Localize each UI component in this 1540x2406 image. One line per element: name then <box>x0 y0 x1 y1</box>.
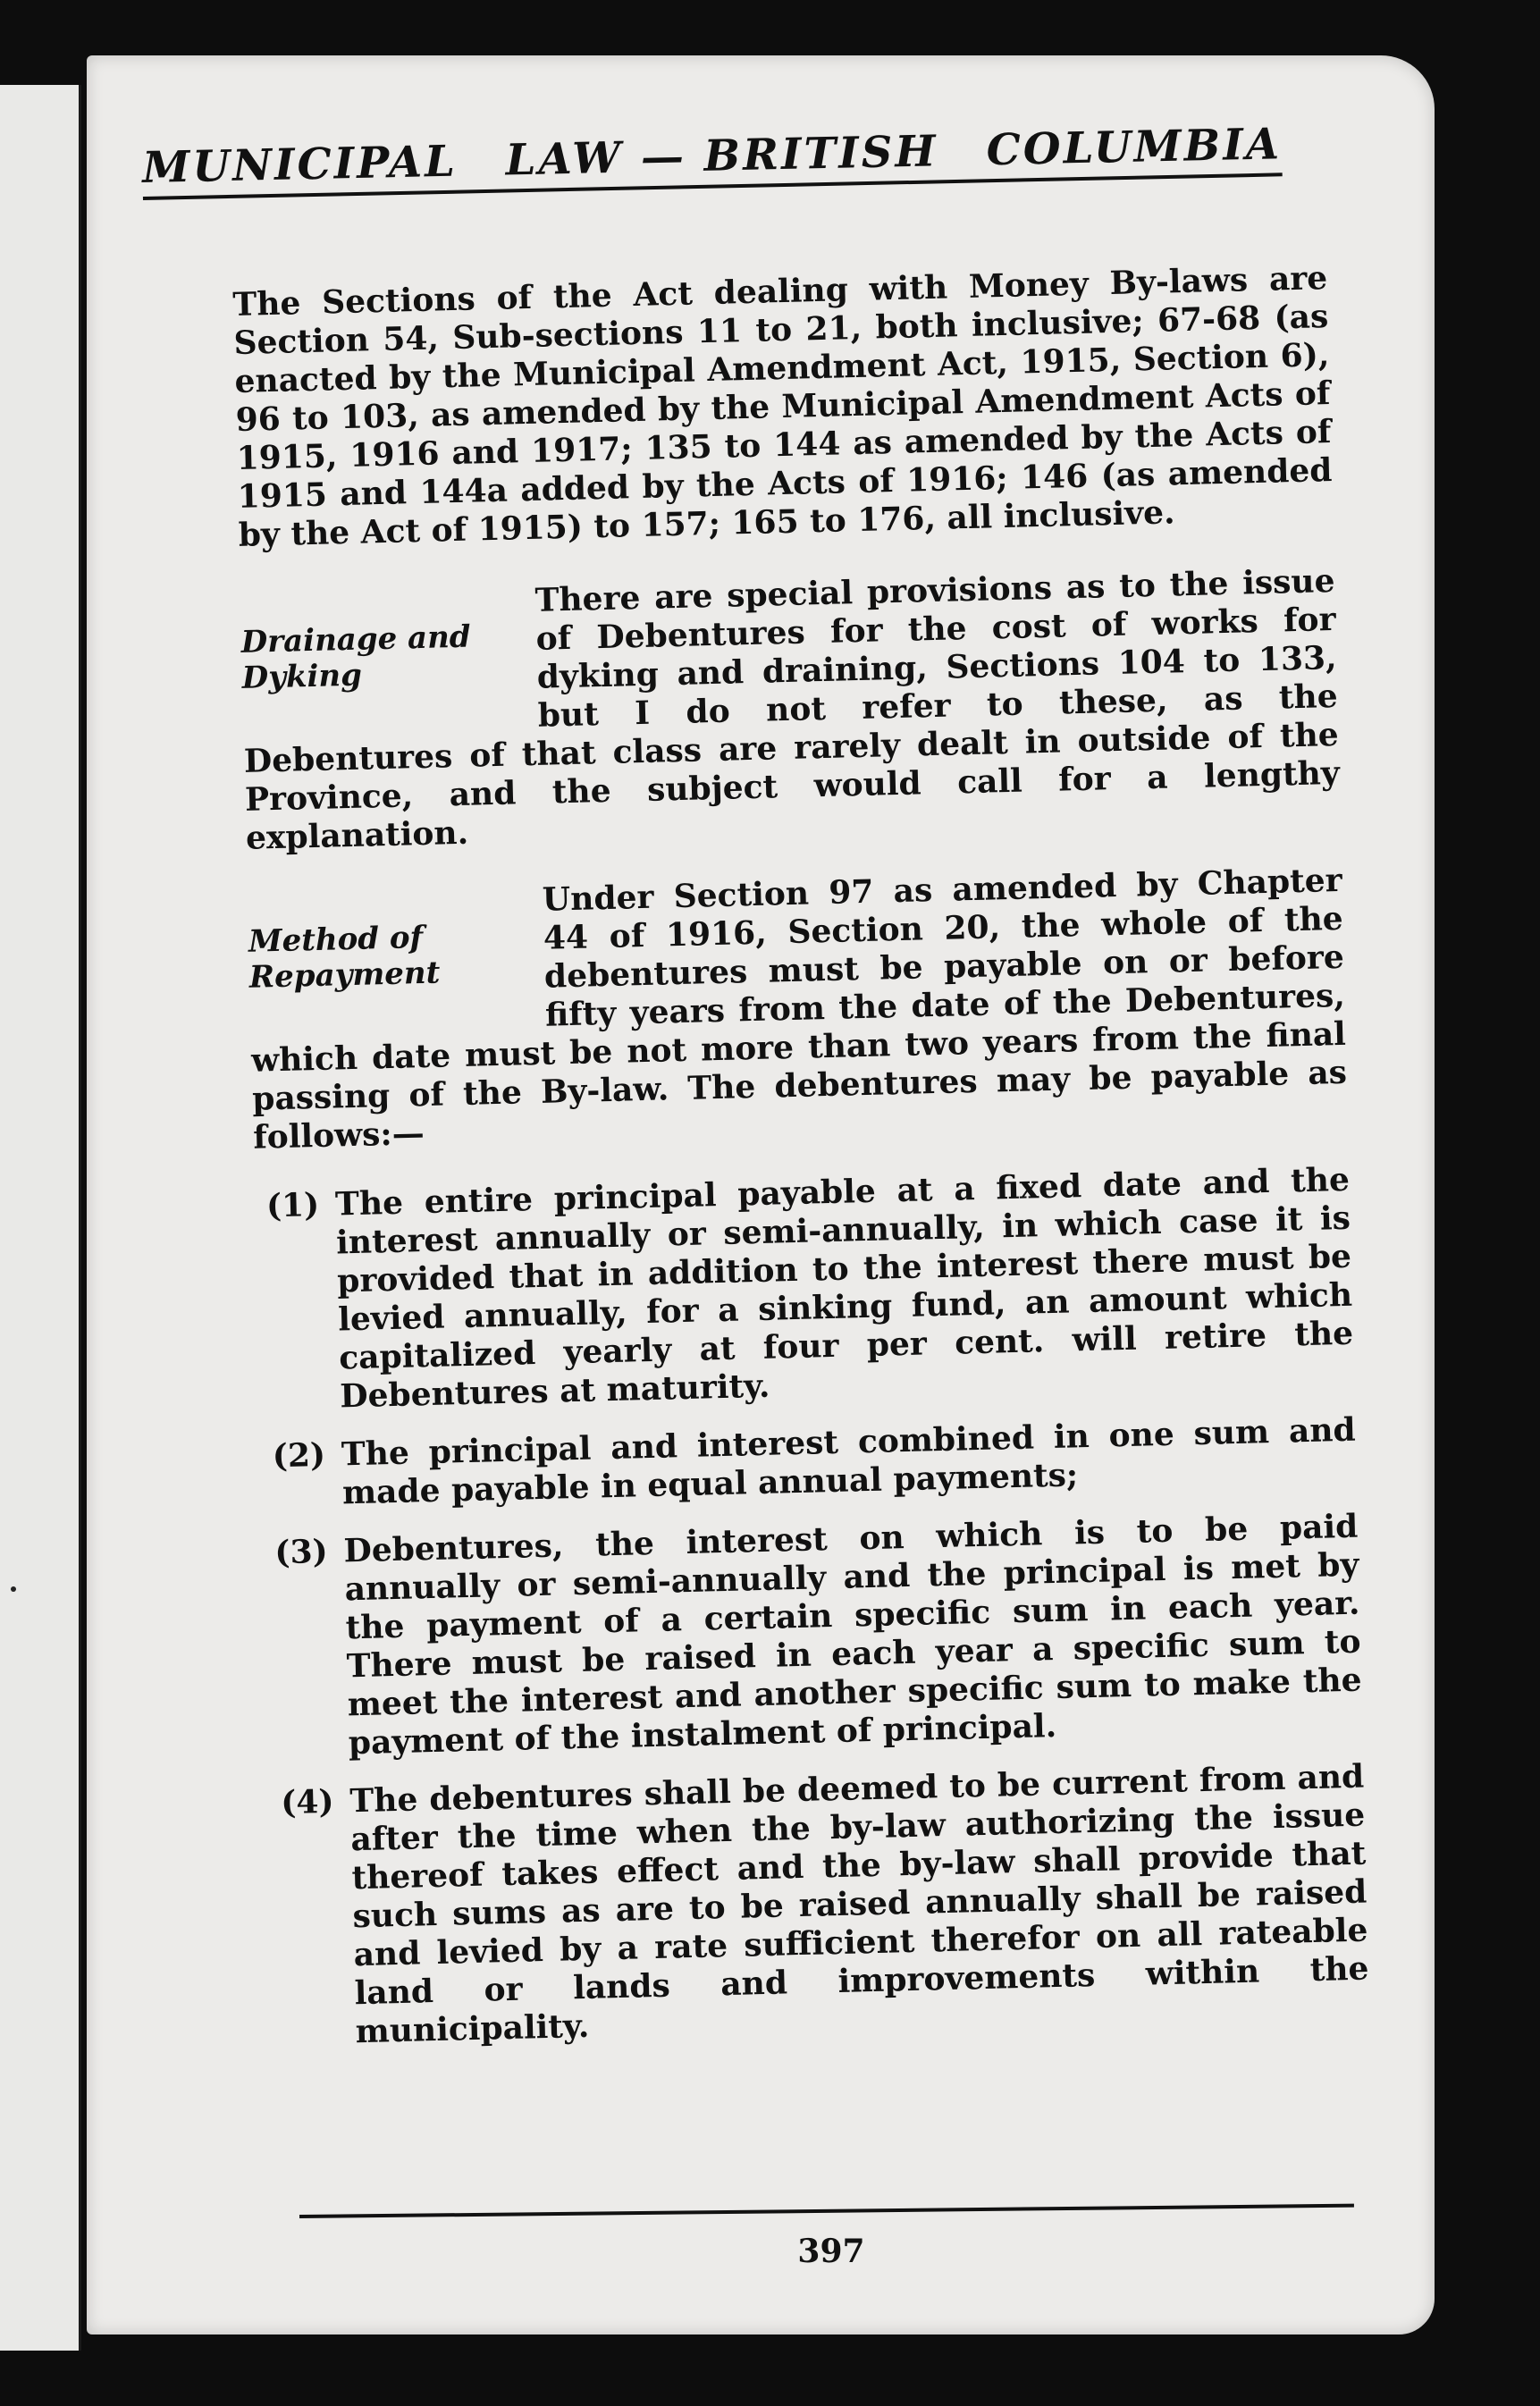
adjacent-page-edge <box>0 85 81 2351</box>
drainage-paragraph: There are special provisions as to the issue of Debentures for the cost of works for dyking and draining, Sections 104 to 133, but I do not refer to these, as the Debentures of that class are rarely dealt in outside of the Province, and the subject would call for a lengthy explanation. <box>243 561 1341 857</box>
sidenote-repayment: Method of Repayment <box>248 920 441 996</box>
list-item-number: (2) <box>272 1435 326 1476</box>
drainage-section <box>240 562 1341 858</box>
header-right: COLUMBIA <box>986 119 1283 176</box>
scan-speck <box>11 1586 16 1592</box>
sidenote-drainage: Drainage and Dyking <box>240 618 472 696</box>
repayment-paragraph: Under Section 97 as amended by Chapter 44 of 1916, Section 20, the whole of the debentures must be payable on or before fifty years from the date of the Debentures, which date must be not more than two years from the final passing of the By-law. The debentures may be payable as follows:— <box>250 861 1348 1157</box>
repayment-section <box>247 862 1348 1157</box>
list-item <box>269 1758 1370 2054</box>
list-item-text: The principal and interest combined in one sum and made payable in equal annual payments; <box>341 1410 1357 1512</box>
list-item <box>263 1508 1363 1765</box>
intro-paragraph: The Sections of the Act dealing with Money By-laws are Section 54, Sub-sections 11 to 21, both inclusive; 67-68 (as enacted by the Municipal Amendment Act, 1915, Section 6), 96 to 103, as amended by the Municipal Amendment Acts of 1915, 1916 and 1917; 135 to 144 as amended by the Acts of 1915 and 144a added by the Acts of 1916; 146 (as amended by the Act of 1915) to 157; 165 to 176, all inclusive. <box>232 259 1333 554</box>
header-left: MUNICIPAL <box>141 136 459 194</box>
page-number: 397 <box>797 2233 865 2270</box>
list-item <box>260 1411 1357 1515</box>
list-item-number: (1) <box>265 1185 320 1225</box>
header-center: LAW — BRITISH <box>505 126 939 186</box>
page-body <box>232 259 1370 2073</box>
list-item-number: (3) <box>274 1532 329 1572</box>
list-item <box>255 1161 1355 1418</box>
repayment-options-list <box>255 1161 1370 2054</box>
list-item-text: The entire principal payable at a fixed date and the interest annually or semi-annually, in which case it is provided that in addition to the interest there must be levied annually, for a sinking fund, an amount which capitalized yearly at four per cent. will retire the Debentures at maturity. <box>334 1160 1354 1416</box>
list-item-text: Debentures, the interest on which is to be paid annually or semi-annually and the principal is met by the payment of a certain specific sum in each year. There must be raised in each year a specific sum to meet the interest and another specific sum to make the payment of the instalment of principal. <box>343 1507 1362 1762</box>
list-item-text: The debentures shall be deemed to be current from and after the time when the by-law authorizing the issue thereof takes effect and the by-law shall provide that such sums as are to be raised annually shall be raised and levied by a rate sufficient therefor on all rateable land or lands and improvements within the municipality. <box>349 1757 1369 2051</box>
list-item-number: (4) <box>280 1782 334 1822</box>
